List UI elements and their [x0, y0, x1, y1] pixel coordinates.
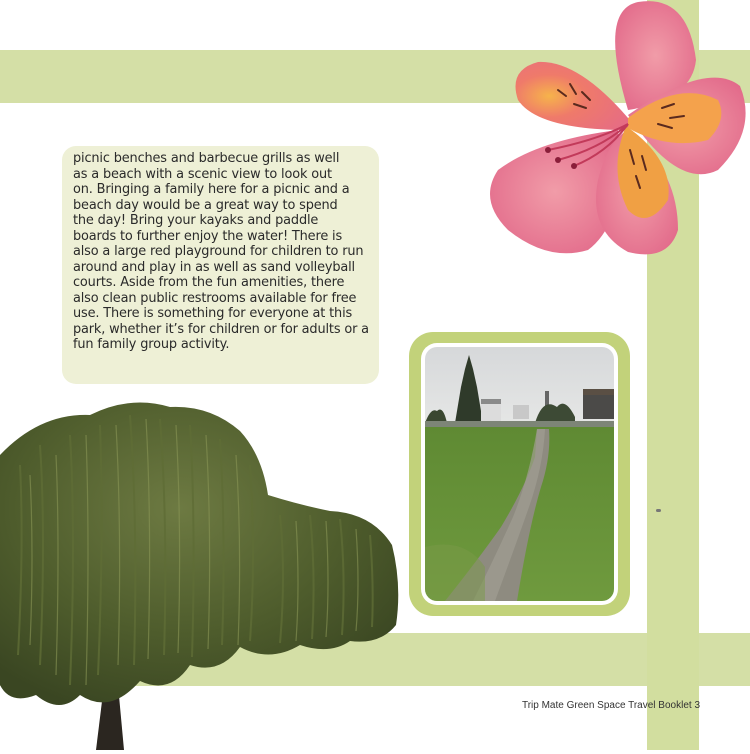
body-paragraph: picnic benches and barbecue grills as well as a beach with a scenic view to look out on. Bringing a family here for a picnic and a beach day would be a great way to spend the day! Bring your kayaks and paddle boards to further enjoy the water! There is also a large red playground for children to run around and play in as well as sand volleyball courts. Aside from the fun amenities, there also clean public restrooms available for free use. There is something for everyone at this park, whether it’s for children or for adults or a fun family group activity. — [73, 151, 369, 352]
flower-image — [478, 0, 750, 262]
photo-frame — [409, 332, 630, 616]
page-footer: Trip Mate Green Space Travel Booklet 3 — [521, 700, 700, 711]
photo-border — [421, 343, 618, 605]
text-box — [62, 146, 379, 384]
park-path-photo — [425, 347, 614, 601]
speck — [656, 509, 661, 512]
willow-tree-image — [0, 395, 402, 750]
